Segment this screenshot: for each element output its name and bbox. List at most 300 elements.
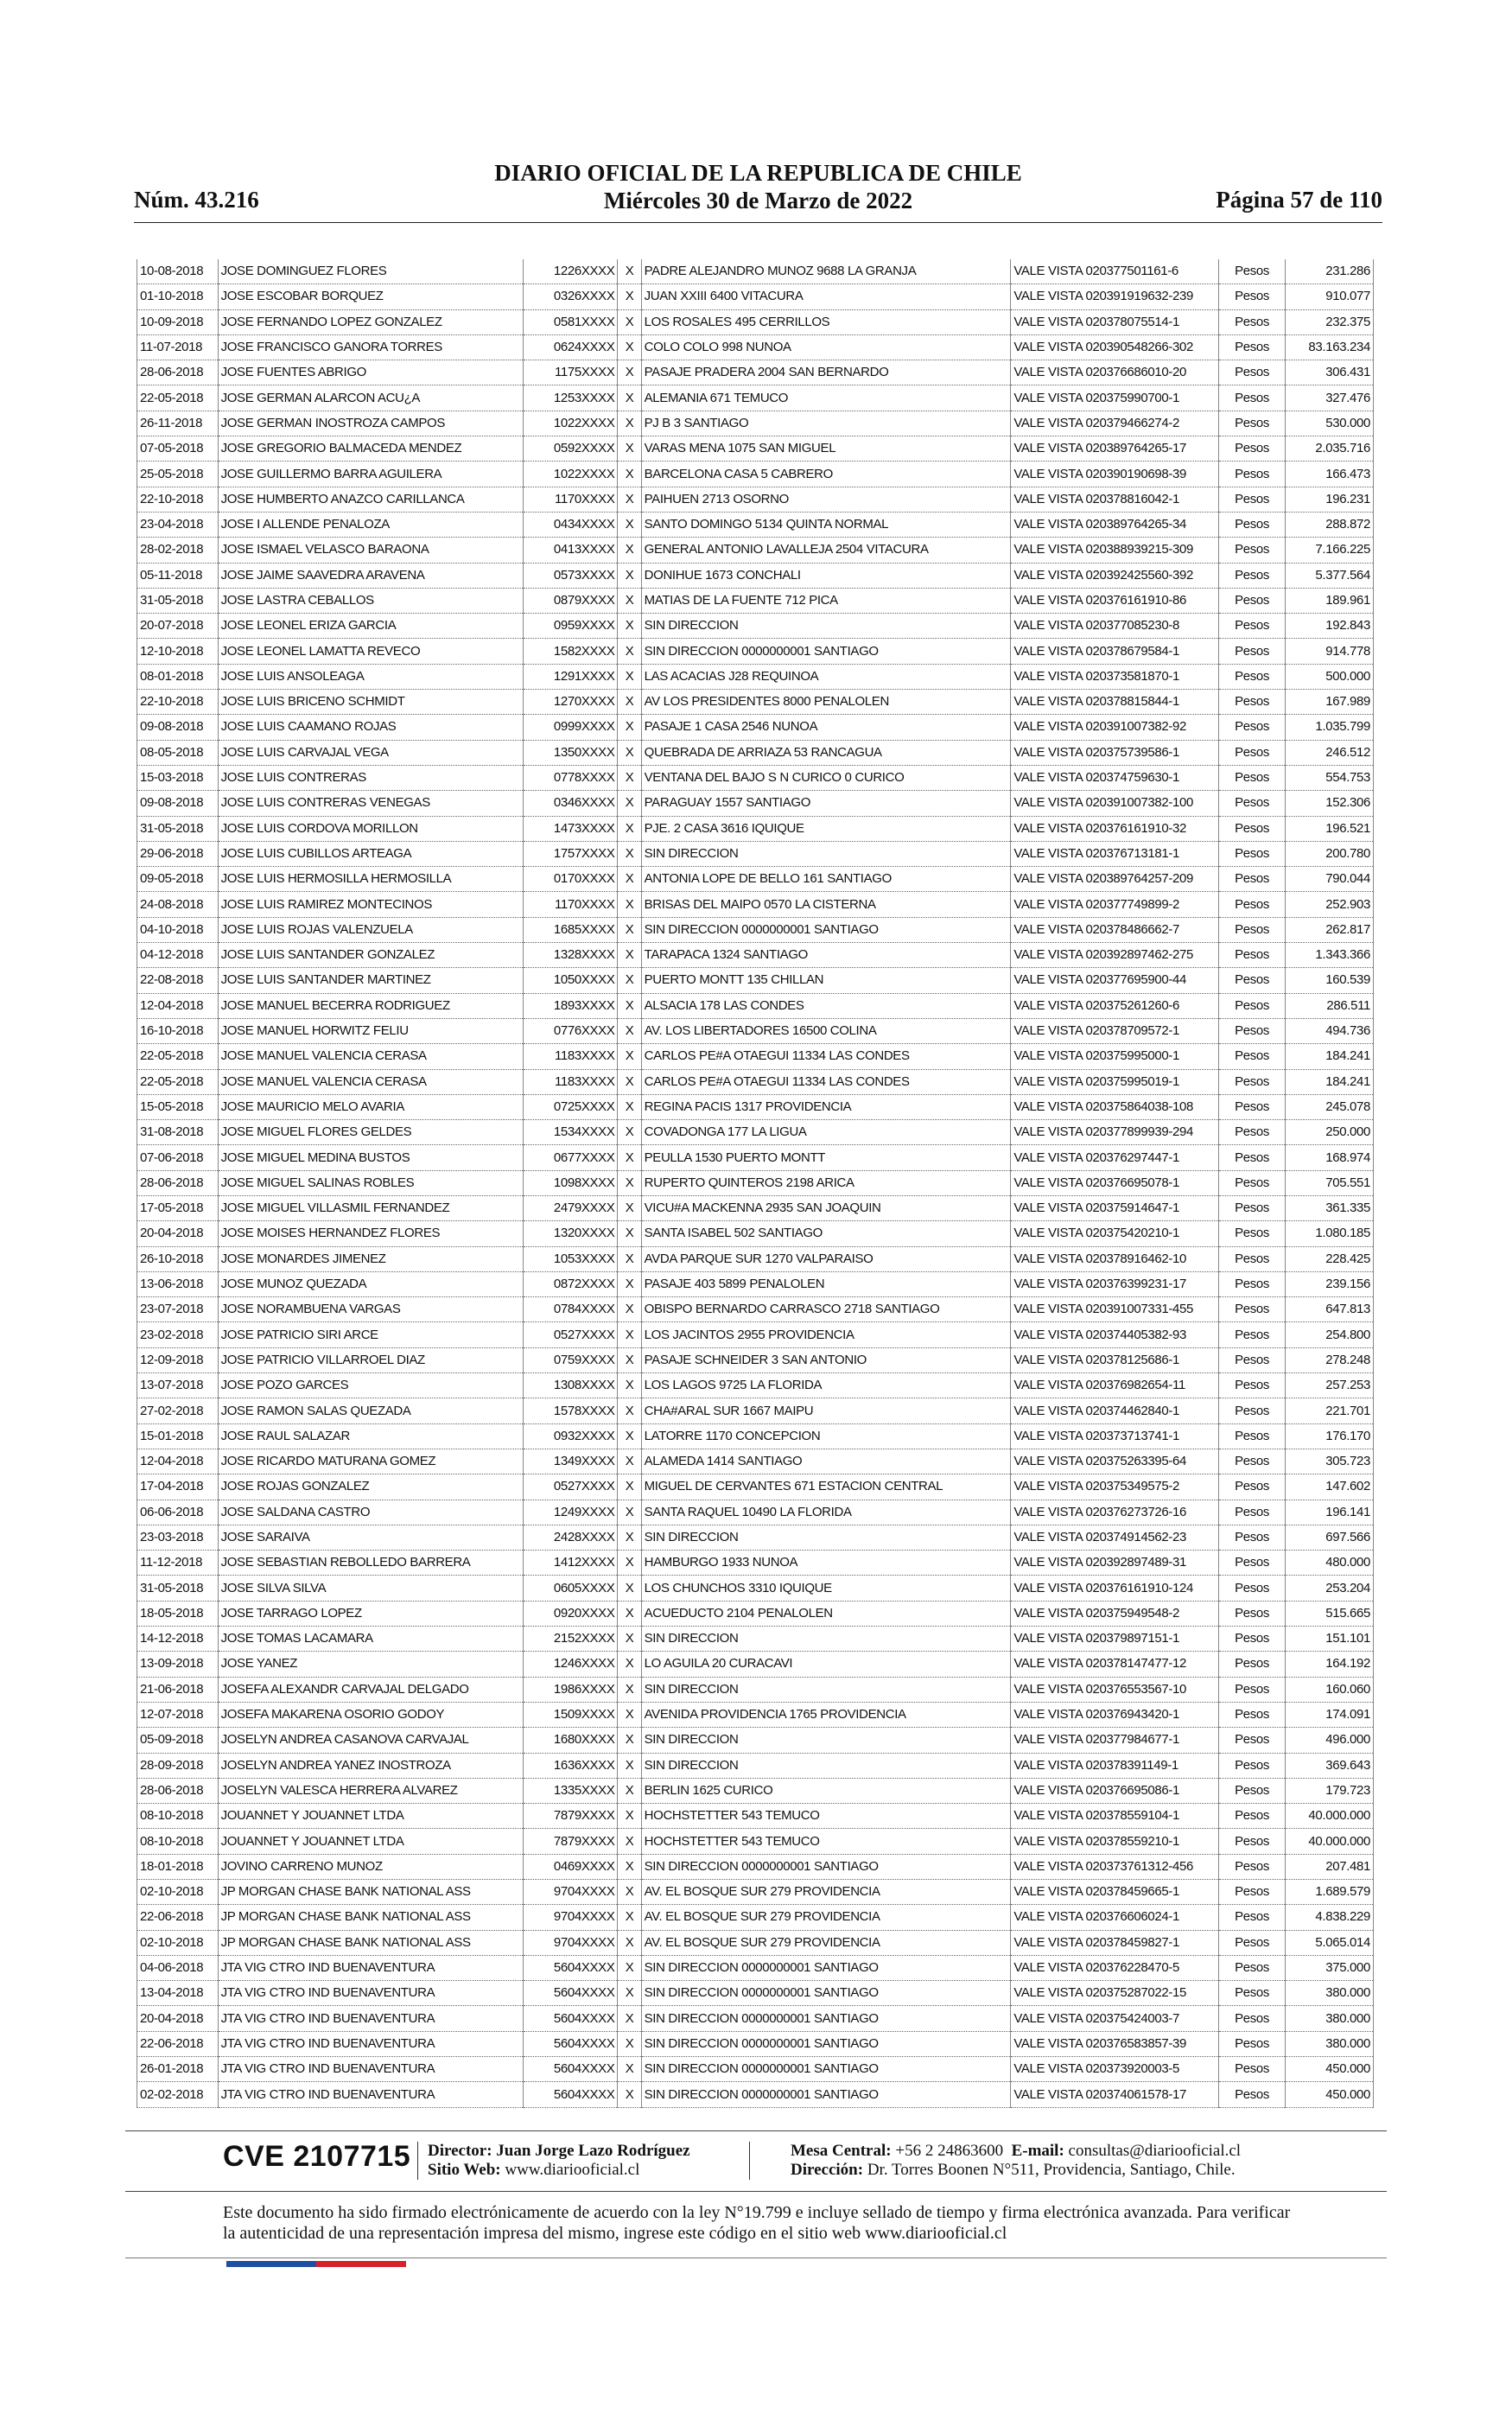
- currency-cell: Pesos: [1218, 1373, 1285, 1398]
- address-cell: SIN DIRECCION: [641, 1525, 1011, 1550]
- mark-cell: X: [618, 563, 641, 588]
- address-cell: PEULLA 1530 PUERTO MONTT: [641, 1145, 1011, 1170]
- mark-cell: X: [618, 1854, 641, 1879]
- id-cell: 5604XXXX: [523, 2082, 618, 2107]
- mark-cell: X: [618, 1246, 641, 1271]
- currency-cell: Pesos: [1218, 765, 1285, 790]
- table-row: [137, 1702, 1374, 1727]
- amount-cell: 221.701: [1286, 1398, 1374, 1423]
- name-cell: JOSE PATRICIO SIRI ARCE: [218, 1322, 523, 1347]
- date-cell: 09-05-2018: [137, 867, 219, 892]
- date-cell: 12-10-2018: [137, 639, 219, 664]
- id-cell: 0725XXXX: [523, 1094, 618, 1119]
- mark-cell: X: [618, 462, 641, 487]
- mark-cell: X: [618, 1449, 641, 1474]
- date-cell: 07-06-2018: [137, 1145, 219, 1170]
- name-cell: JOSE LUIS CARVAJAL VEGA: [218, 740, 523, 765]
- amount-cell: 147.602: [1286, 1474, 1374, 1500]
- table-row: [137, 2031, 1374, 2056]
- id-cell: 0434XXXX: [523, 512, 618, 537]
- mark-cell: X: [618, 867, 641, 892]
- table-row: [137, 487, 1374, 512]
- date-cell: 22-05-2018: [137, 1044, 219, 1069]
- table-row: [137, 259, 1374, 284]
- date-cell: 23-02-2018: [137, 1322, 219, 1347]
- address-cell: SIN DIRECCION: [641, 1627, 1011, 1652]
- name-cell: JOSE LUIS BRICENO SCHMIDT: [218, 690, 523, 715]
- date-cell: 05-11-2018: [137, 563, 219, 588]
- payment-cell: VALE VISTA 020376695086-1: [1011, 1778, 1219, 1803]
- table-row: [137, 411, 1374, 436]
- director-label: Director:: [428, 2142, 492, 2160]
- name-cell: JOSE MANUEL VALENCIA CERASA: [218, 1044, 523, 1069]
- table-row: [137, 1297, 1374, 1322]
- mark-cell: X: [618, 1677, 641, 1702]
- publication-title: DIARIO OFICIAL DE LA REPUBLICA DE CHILE: [494, 160, 1022, 186]
- table-row: [137, 1069, 1374, 1094]
- name-cell: JOSE GERMAN ALARCON ACU¿A: [218, 385, 523, 411]
- table-row: [137, 1018, 1374, 1043]
- id-cell: 0326XXXX: [523, 284, 618, 309]
- name-cell: JOSE MONARDES JIMENEZ: [218, 1246, 523, 1271]
- table-row: [137, 1677, 1374, 1702]
- id-cell: 0605XXXX: [523, 1576, 618, 1601]
- table-row: [137, 993, 1374, 1018]
- payment-cell: VALE VISTA 020378559210-1: [1011, 1829, 1219, 1854]
- page-header: [134, 160, 1382, 219]
- payment-cell: VALE VISTA 020375420210-1: [1011, 1221, 1219, 1246]
- name-cell: JTA VIG CTRO IND BUENAVENTURA: [218, 2082, 523, 2107]
- mesa-phone: +56 2 24863600: [895, 2142, 1004, 2160]
- mark-cell: X: [618, 385, 641, 411]
- payment-cell: VALE VISTA 020376695078-1: [1011, 1170, 1219, 1195]
- name-cell: JOSE SEBASTIAN REBOLLEDO BARRERA: [218, 1551, 523, 1576]
- payment-cell: VALE VISTA 020391007382-92: [1011, 715, 1219, 740]
- mark-cell: X: [618, 1044, 641, 1069]
- address-cell: PJ B 3 SANTIAGO: [641, 411, 1011, 436]
- id-cell: 5604XXXX: [523, 2031, 618, 2056]
- address-cell: ALAMEDA 1414 SANTIAGO: [641, 1449, 1011, 1474]
- name-cell: JOSE LUIS CAAMANO ROJAS: [218, 715, 523, 740]
- amount-cell: 286.511: [1286, 993, 1374, 1018]
- currency-cell: Pesos: [1218, 1930, 1285, 1955]
- amount-cell: 231.286: [1286, 259, 1374, 284]
- mark-cell: X: [618, 1347, 641, 1372]
- currency-cell: Pesos: [1218, 2031, 1285, 2056]
- address-cell: GENERAL ANTONIO LAVALLEJA 2504 VITACURA: [641, 538, 1011, 563]
- payment-cell: VALE VISTA 020375349575-2: [1011, 1474, 1219, 1500]
- amount-cell: 200.780: [1286, 841, 1374, 866]
- table-row: [137, 1627, 1374, 1652]
- amount-cell: 262.817: [1286, 917, 1374, 942]
- id-cell: 1270XXXX: [523, 690, 618, 715]
- payment-cell: VALE VISTA 020389764257-209: [1011, 867, 1219, 892]
- name-cell: JOSE ESCOBAR BORQUEZ: [218, 284, 523, 309]
- table-row: [137, 1195, 1374, 1220]
- currency-cell: Pesos: [1218, 1246, 1285, 1271]
- table-row: [137, 1778, 1374, 1803]
- date-cell: 23-04-2018: [137, 512, 219, 537]
- id-cell: 2479XXXX: [523, 1195, 618, 1220]
- date-cell: 24-08-2018: [137, 892, 219, 917]
- address-label: Dirección:: [791, 2161, 864, 2179]
- mark-cell: X: [618, 1551, 641, 1576]
- mark-cell: X: [618, 360, 641, 385]
- mark-cell: X: [618, 1829, 641, 1854]
- mark-cell: X: [618, 588, 641, 613]
- header-divider: [134, 222, 1382, 223]
- table-row: [137, 1449, 1374, 1474]
- table-row: [137, 1551, 1374, 1576]
- name-cell: JOSE SALDANA CASTRO: [218, 1500, 523, 1525]
- currency-cell: Pesos: [1218, 816, 1285, 841]
- amount-cell: 179.723: [1286, 1778, 1374, 1803]
- amount-cell: 152.306: [1286, 791, 1374, 816]
- id-cell: 1757XXXX: [523, 841, 618, 866]
- table-row: [137, 1880, 1374, 1905]
- payment-cell: VALE VISTA 020373713741-1: [1011, 1423, 1219, 1449]
- amount-cell: 369.643: [1286, 1753, 1374, 1778]
- name-cell: JOSE MANUEL BECERRA RODRIGUEZ: [218, 993, 523, 1018]
- name-cell: JOSE FERNANDO LOPEZ GONZALEZ: [218, 309, 523, 334]
- id-cell: 1680XXXX: [523, 1728, 618, 1753]
- date-cell: 11-12-2018: [137, 1551, 219, 1576]
- name-cell: JOSE MOISES HERNANDEZ FLORES: [218, 1221, 523, 1246]
- address-cell: LOS CHUNCHOS 3310 IQUIQUE: [641, 1576, 1011, 1601]
- id-cell: 0959XXXX: [523, 614, 618, 639]
- table-row: [137, 1246, 1374, 1271]
- date-cell: 15-03-2018: [137, 765, 219, 790]
- amount-cell: 327.476: [1286, 385, 1374, 411]
- address-cell: LOS JACINTOS 2955 PROVIDENCIA: [641, 1322, 1011, 1347]
- currency-cell: Pesos: [1218, 968, 1285, 993]
- payment-cell: VALE VISTA 020376606024-1: [1011, 1905, 1219, 1930]
- table-row: [137, 309, 1374, 334]
- date-cell: 18-05-2018: [137, 1601, 219, 1626]
- mark-cell: X: [618, 1981, 641, 2006]
- payment-cell: VALE VISTA 020373581870-1: [1011, 664, 1219, 689]
- payment-cell: VALE VISTA 020378459665-1: [1011, 1880, 1219, 1905]
- payment-cell: VALE VISTA 020375949548-2: [1011, 1601, 1219, 1626]
- amount-cell: 246.512: [1286, 740, 1374, 765]
- amount-cell: 305.723: [1286, 1449, 1374, 1474]
- amount-cell: 196.231: [1286, 487, 1374, 512]
- id-cell: 0879XXXX: [523, 588, 618, 613]
- currency-cell: Pesos: [1218, 512, 1285, 537]
- currency-cell: Pesos: [1218, 462, 1285, 487]
- id-cell: 0527XXXX: [523, 1322, 618, 1347]
- mark-cell: X: [618, 943, 641, 968]
- table-row: [137, 1145, 1374, 1170]
- table-row: [137, 2057, 1374, 2082]
- amount-cell: 914.778: [1286, 639, 1374, 664]
- currency-cell: Pesos: [1218, 1195, 1285, 1220]
- name-cell: JOSE TARRAGO LOPEZ: [218, 1601, 523, 1626]
- payment-cell: VALE VISTA 020375424003-7: [1011, 2006, 1219, 2031]
- payment-cell: VALE VISTA 020390190698-39: [1011, 462, 1219, 487]
- id-cell: 0624XXXX: [523, 334, 618, 360]
- name-cell: JOSELYN VALESCA HERRERA ALVAREZ: [218, 1778, 523, 1803]
- payment-cell: VALE VISTA 020376228470-5: [1011, 1955, 1219, 1980]
- id-cell: 0778XXXX: [523, 765, 618, 790]
- name-cell: JOSE LUIS ROJAS VALENZUELA: [218, 917, 523, 942]
- currency-cell: Pesos: [1218, 1044, 1285, 1069]
- address-cell: REGINA PACIS 1317 PROVIDENCIA: [641, 1094, 1011, 1119]
- payment-cell: VALE VISTA 020374914562-23: [1011, 1525, 1219, 1550]
- amount-cell: 167.989: [1286, 690, 1374, 715]
- currency-cell: Pesos: [1218, 1120, 1285, 1145]
- amount-cell: 184.241: [1286, 1044, 1374, 1069]
- id-cell: 1022XXXX: [523, 411, 618, 436]
- amount-cell: 910.077: [1286, 284, 1374, 309]
- name-cell: JOSELYN ANDREA CASANOVA CARVAJAL: [218, 1728, 523, 1753]
- amount-cell: 697.566: [1286, 1525, 1374, 1550]
- amount-cell: 375.000: [1286, 1955, 1374, 1980]
- table-row: [137, 588, 1374, 613]
- payment-cell: VALE VISTA 020392897489-31: [1011, 1551, 1219, 1576]
- name-cell: JOSE SARAIVA: [218, 1525, 523, 1550]
- table-row: [137, 1120, 1374, 1145]
- table-row: [137, 715, 1374, 740]
- amount-cell: 450.000: [1286, 2057, 1374, 2082]
- payment-cell: VALE VISTA 020375263395-64: [1011, 1449, 1219, 1474]
- payment-cell: VALE VISTA 020377501161-6: [1011, 259, 1219, 284]
- amount-cell: 530.000: [1286, 411, 1374, 436]
- amount-cell: 380.000: [1286, 2031, 1374, 2056]
- mark-cell: X: [618, 1601, 641, 1626]
- date-cell: 23-03-2018: [137, 1525, 219, 1550]
- table-row: [137, 563, 1374, 588]
- records-table-body: [137, 259, 1374, 2107]
- payment-cell: VALE VISTA 020374061578-17: [1011, 2082, 1219, 2107]
- address-cell: CHA#ARAL SUR 1667 MAIPU: [641, 1398, 1011, 1423]
- id-cell: 2428XXXX: [523, 1525, 618, 1550]
- id-cell: 0573XXXX: [523, 563, 618, 588]
- mark-cell: X: [618, 614, 641, 639]
- payment-cell: VALE VISTA 020378816042-1: [1011, 487, 1219, 512]
- mark-cell: X: [618, 1145, 641, 1170]
- name-cell: JOSE MANUEL VALENCIA CERASA: [218, 1069, 523, 1094]
- date-cell: 15-05-2018: [137, 1094, 219, 1119]
- mark-cell: X: [618, 1221, 641, 1246]
- name-cell: JOSE LUIS HERMOSILLA HERMOSILLA: [218, 867, 523, 892]
- table-row: [137, 816, 1374, 841]
- amount-cell: 647.813: [1286, 1297, 1374, 1322]
- name-cell: JOSE MANUEL HORWITZ FELIU: [218, 1018, 523, 1043]
- currency-cell: Pesos: [1218, 1905, 1285, 1930]
- payment-cell: VALE VISTA 020378815844-1: [1011, 690, 1219, 715]
- mark-cell: X: [618, 436, 641, 462]
- name-cell: JOSE ISMAEL VELASCO BARAONA: [218, 538, 523, 563]
- mark-cell: X: [618, 2057, 641, 2082]
- address-cell: JUAN XXIII 6400 VITACURA: [641, 284, 1011, 309]
- address-cell: BERLIN 1625 CURICO: [641, 1778, 1011, 1803]
- date-cell: 17-04-2018: [137, 1474, 219, 1500]
- director-name: Juan Jorge Lazo Rodríguez: [496, 2142, 690, 2160]
- table-row: [137, 867, 1374, 892]
- currency-cell: Pesos: [1218, 690, 1285, 715]
- address-cell: PASAJE PRADERA 2004 SAN BERNARDO: [641, 360, 1011, 385]
- id-cell: 1246XXXX: [523, 1652, 618, 1677]
- address-cell: AVDA PARQUE SUR 1270 VALPARAISO: [641, 1246, 1011, 1271]
- id-cell: 1053XXXX: [523, 1246, 618, 1271]
- date-cell: 16-10-2018: [137, 1018, 219, 1043]
- id-cell: 9704XXXX: [523, 1905, 618, 1930]
- name-cell: JTA VIG CTRO IND BUENAVENTURA: [218, 2031, 523, 2056]
- date-cell: 25-05-2018: [137, 462, 219, 487]
- mark-cell: X: [618, 690, 641, 715]
- payment-cell: VALE VISTA 020389764265-34: [1011, 512, 1219, 537]
- payment-cell: VALE VISTA 020375739586-1: [1011, 740, 1219, 765]
- id-cell: 1636XXXX: [523, 1753, 618, 1778]
- currency-cell: Pesos: [1218, 1347, 1285, 1372]
- date-cell: 22-06-2018: [137, 1905, 219, 1930]
- table-row: [137, 1398, 1374, 1423]
- amount-cell: 306.431: [1286, 360, 1374, 385]
- amount-cell: 166.473: [1286, 462, 1374, 487]
- table-row: [137, 740, 1374, 765]
- payment-cell: VALE VISTA 020392897462-275: [1011, 943, 1219, 968]
- date-cell: 22-05-2018: [137, 1069, 219, 1094]
- address-cell: SIN DIRECCION 0000000001 SANTIAGO: [641, 917, 1011, 942]
- address-cell: HOCHSTETTER 543 TEMUCO: [641, 1829, 1011, 1854]
- table-row: [137, 664, 1374, 689]
- payment-cell: VALE VISTA 020377695900-44: [1011, 968, 1219, 993]
- date-cell: 04-10-2018: [137, 917, 219, 942]
- id-cell: 0776XXXX: [523, 1018, 618, 1043]
- amount-cell: 1.689.579: [1286, 1880, 1374, 1905]
- payment-cell: VALE VISTA 020377899939-294: [1011, 1120, 1219, 1145]
- id-cell: 1534XXXX: [523, 1120, 618, 1145]
- id-cell: 1509XXXX: [523, 1702, 618, 1727]
- payment-cell: VALE VISTA 020376273726-16: [1011, 1500, 1219, 1525]
- date-cell: 21-06-2018: [137, 1677, 219, 1702]
- payment-cell: VALE VISTA 020377749899-2: [1011, 892, 1219, 917]
- payment-cell: VALE VISTA 020376161910-124: [1011, 1576, 1219, 1601]
- page-number: Página 57 de 110: [1216, 187, 1382, 213]
- payment-cell: VALE VISTA 020374462840-1: [1011, 1398, 1219, 1423]
- date-cell: 15-01-2018: [137, 1423, 219, 1449]
- id-cell: 0920XXXX: [523, 1601, 618, 1626]
- amount-cell: 160.539: [1286, 968, 1374, 993]
- address-cell: CARLOS PE#A OTAEGUI 11334 LAS CONDES: [641, 1069, 1011, 1094]
- table-row: [137, 1804, 1374, 1829]
- id-cell: 0581XXXX: [523, 309, 618, 334]
- mark-cell: X: [618, 1120, 641, 1145]
- name-cell: JOSELYN ANDREA YANEZ INOSTROZA: [218, 1753, 523, 1778]
- currency-cell: Pesos: [1218, 1551, 1285, 1576]
- id-cell: 1183XXXX: [523, 1044, 618, 1069]
- mark-cell: X: [618, 309, 641, 334]
- id-cell: 9704XXXX: [523, 1930, 618, 1955]
- name-cell: JP MORGAN CHASE BANK NATIONAL ASS: [218, 1880, 523, 1905]
- currency-cell: Pesos: [1218, 639, 1285, 664]
- address-cell: SIN DIRECCION 0000000001 SANTIAGO: [641, 2057, 1011, 2082]
- amount-cell: 232.375: [1286, 309, 1374, 334]
- currency-cell: Pesos: [1218, 1398, 1285, 1423]
- address-cell: LO AGUILA 20 CURACAVI: [641, 1652, 1011, 1677]
- date-cell: 26-01-2018: [137, 2057, 219, 2082]
- name-cell: JOSE LUIS CUBILLOS ARTEAGA: [218, 841, 523, 866]
- id-cell: 1350XXXX: [523, 740, 618, 765]
- date-cell: 22-10-2018: [137, 690, 219, 715]
- mark-cell: X: [618, 2031, 641, 2056]
- amount-cell: 257.253: [1286, 1373, 1374, 1398]
- payment-cell: VALE VISTA 020391007382-100: [1011, 791, 1219, 816]
- mark-cell: X: [618, 1018, 641, 1043]
- id-cell: 1226XXXX: [523, 259, 618, 284]
- address-cell: AV. LOS LIBERTADORES 16500 COLINA: [641, 1018, 1011, 1043]
- email-link[interactable]: consultas@diariooficial.cl: [1068, 2142, 1242, 2160]
- id-cell: 7879XXXX: [523, 1804, 618, 1829]
- id-cell: 1183XXXX: [523, 1069, 618, 1094]
- amount-cell: 5.065.014: [1286, 1930, 1374, 1955]
- id-cell: 1335XXXX: [523, 1778, 618, 1803]
- name-cell: JOSE MIGUEL SALINAS ROBLES: [218, 1170, 523, 1195]
- mark-cell: X: [618, 487, 641, 512]
- date-cell: 02-10-2018: [137, 1930, 219, 1955]
- name-cell: JOSE LUIS SANTANDER GONZALEZ: [218, 943, 523, 968]
- mark-cell: X: [618, 1297, 641, 1322]
- amount-cell: 151.101: [1286, 1627, 1374, 1652]
- payment-cell: VALE VISTA 020378147477-12: [1011, 1652, 1219, 1677]
- currency-cell: Pesos: [1218, 917, 1285, 942]
- id-cell: 1050XXXX: [523, 968, 618, 993]
- id-cell: 0527XXXX: [523, 1474, 618, 1500]
- amount-cell: 239.156: [1286, 1271, 1374, 1296]
- address-cell: BRISAS DEL MAIPO 0570 LA CISTERNA: [641, 892, 1011, 917]
- address-cell: SIN DIRECCION: [641, 841, 1011, 866]
- address-cell: HAMBURGO 1933 NUNOA: [641, 1551, 1011, 1576]
- amount-cell: 380.000: [1286, 1981, 1374, 2006]
- currency-cell: Pesos: [1218, 1652, 1285, 1677]
- id-cell: 0346XXXX: [523, 791, 618, 816]
- address-cell: VICU#A MACKENNA 2935 SAN JOAQUIN: [641, 1195, 1011, 1220]
- name-cell: JOSE PATRICIO VILLARROEL DIAZ: [218, 1347, 523, 1372]
- address-cell: SIN DIRECCION 0000000001 SANTIAGO: [641, 2082, 1011, 2107]
- table-row: [137, 1373, 1374, 1398]
- id-cell: 1578XXXX: [523, 1398, 618, 1423]
- amount-cell: 174.091: [1286, 1702, 1374, 1727]
- name-cell: JOSE LEONEL ERIZA GARCIA: [218, 614, 523, 639]
- amount-cell: 228.425: [1286, 1246, 1374, 1271]
- amount-cell: 494.736: [1286, 1018, 1374, 1043]
- name-cell: JOSEFA MAKARENA OSORIO GODOY: [218, 1702, 523, 1727]
- payment-cell: VALE VISTA 020376161910-32: [1011, 816, 1219, 841]
- date-cell: 28-06-2018: [137, 1778, 219, 1803]
- mark-cell: X: [618, 1069, 641, 1094]
- payment-cell: VALE VISTA 020376713181-1: [1011, 841, 1219, 866]
- currency-cell: Pesos: [1218, 1677, 1285, 1702]
- site-link[interactable]: www.diariooficial.cl: [505, 2161, 640, 2179]
- email-label: E-mail:: [1011, 2142, 1064, 2160]
- currency-cell: Pesos: [1218, 1069, 1285, 1094]
- mark-cell: X: [618, 334, 641, 360]
- amount-cell: 192.843: [1286, 614, 1374, 639]
- payment-cell: VALE VISTA 020391919632-239: [1011, 284, 1219, 309]
- address-cell: AV. EL BOSQUE SUR 279 PROVIDENCIA: [641, 1905, 1011, 1930]
- mark-cell: X: [618, 740, 641, 765]
- amount-cell: 515.665: [1286, 1601, 1374, 1626]
- name-cell: JOSE RAMON SALAS QUEZADA: [218, 1398, 523, 1423]
- table-row: [137, 1170, 1374, 1195]
- date-cell: 22-05-2018: [137, 385, 219, 411]
- payment-cell: VALE VISTA 020376686010-20: [1011, 360, 1219, 385]
- date-cell: 28-02-2018: [137, 538, 219, 563]
- mark-cell: X: [618, 1652, 641, 1677]
- address-cell: SIN DIRECCION: [641, 614, 1011, 639]
- name-cell: JP MORGAN CHASE BANK NATIONAL ASS: [218, 1930, 523, 1955]
